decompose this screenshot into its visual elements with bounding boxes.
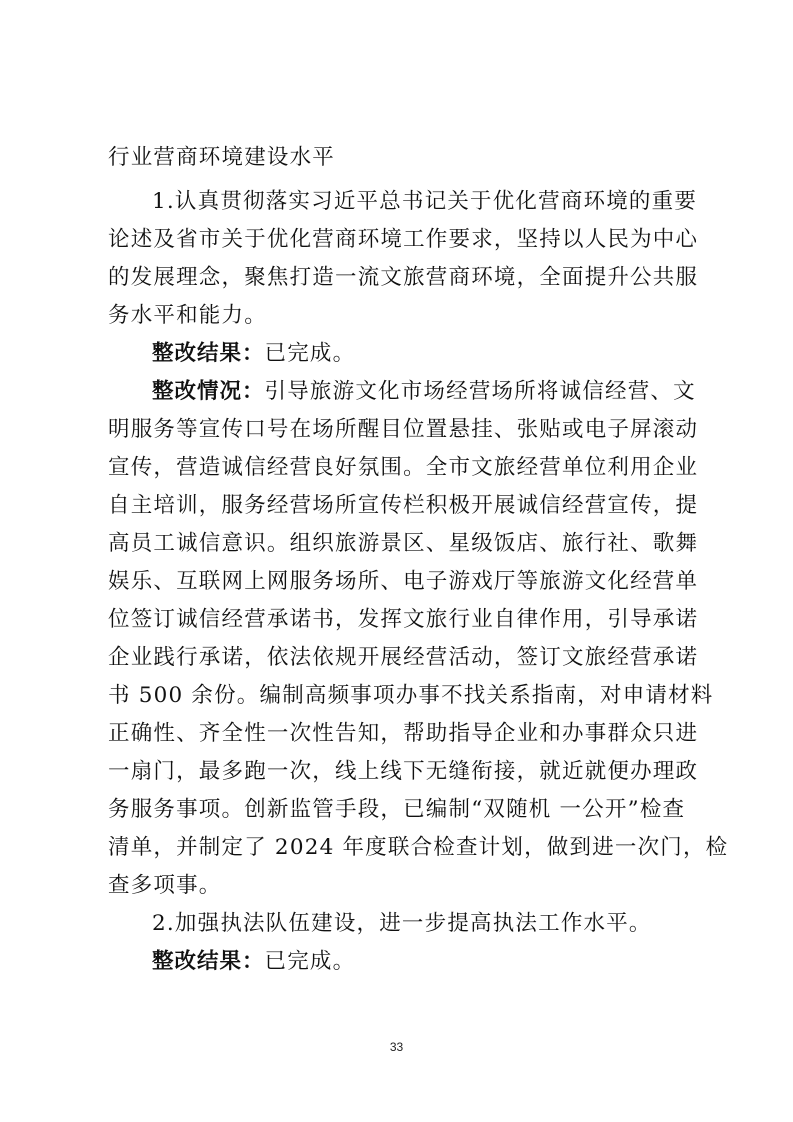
item1-line: 务水平和能力。 <box>108 303 267 328</box>
status-line: 正确性、齐全性一次性告知，帮助指导企业和办事群众只进 <box>108 721 699 746</box>
item1-result <box>152 336 355 372</box>
item1-status-first-line <box>152 374 696 410</box>
status-line: 高员工诚信意识。组织旅游景区、星级饭店、旅行社、歌舞 <box>108 531 699 556</box>
item2-result <box>152 944 355 980</box>
status-line: 书 500 余份。编制高频事项办事不找关系指南，对申请材料 <box>108 683 714 708</box>
status-label: 整改情况： <box>152 379 265 404</box>
status-line: 位签订诚信经营承诺书，发挥文旅行业自律作用，引导承诺 <box>108 607 699 632</box>
result-value: 已完成。 <box>264 949 356 974</box>
status-line: 一扇门，最多跑一次，线上线下无缝衔接，就近就便办理政 <box>108 759 699 784</box>
item1-line: 1.认真贯彻落实习近平总书记关于优化营商环境的重要 <box>152 189 698 214</box>
page-number: 33 <box>389 1040 404 1054</box>
status-line: 引导旅游文化市场经营场所将诚信经营、文 <box>264 379 696 404</box>
result-label: 整改结果： <box>152 949 265 974</box>
item1-line: 论述及省市关于优化营商环境工作要求，坚持以人民为中心 <box>108 227 699 252</box>
status-line: 务服务事项。创新监管手段，已编制“双随机 一公开”检查 <box>108 797 686 822</box>
section-tail-text: 行业营商环境建设水平 <box>108 145 336 170</box>
status-line: 娱乐、互联网上网服务场所、电子游戏厅等旅游文化经营单 <box>108 569 699 594</box>
status-line: 自主培训，服务经营场所宣传栏积极开展诚信经营宣传，提 <box>108 493 699 518</box>
item1-line: 的发展理念，聚焦打造一流文旅营商环境，全面提升公共服 <box>108 265 699 290</box>
result-value: 已完成。 <box>264 341 356 366</box>
status-line: 查多项事。 <box>108 873 222 898</box>
status-line: 企业践行承诺，依法依规开展经营活动，签订文旅经营承诺 <box>108 645 699 670</box>
status-line: 宣传，营造诚信经营良好氛围。全市文旅经营单位利用企业 <box>108 455 699 480</box>
result-label: 整改结果： <box>152 341 265 366</box>
item2-line: 2.加强执法队伍建设，进一步提高执法工作水平。 <box>152 911 652 936</box>
status-line: 清单，并制定了 2024 年度联合检查计划，做到进一次门，检 <box>108 835 729 860</box>
status-line: 明服务等宣传口号在场所醒目位置悬挂、张贴或电子屏滚动 <box>108 417 699 442</box>
